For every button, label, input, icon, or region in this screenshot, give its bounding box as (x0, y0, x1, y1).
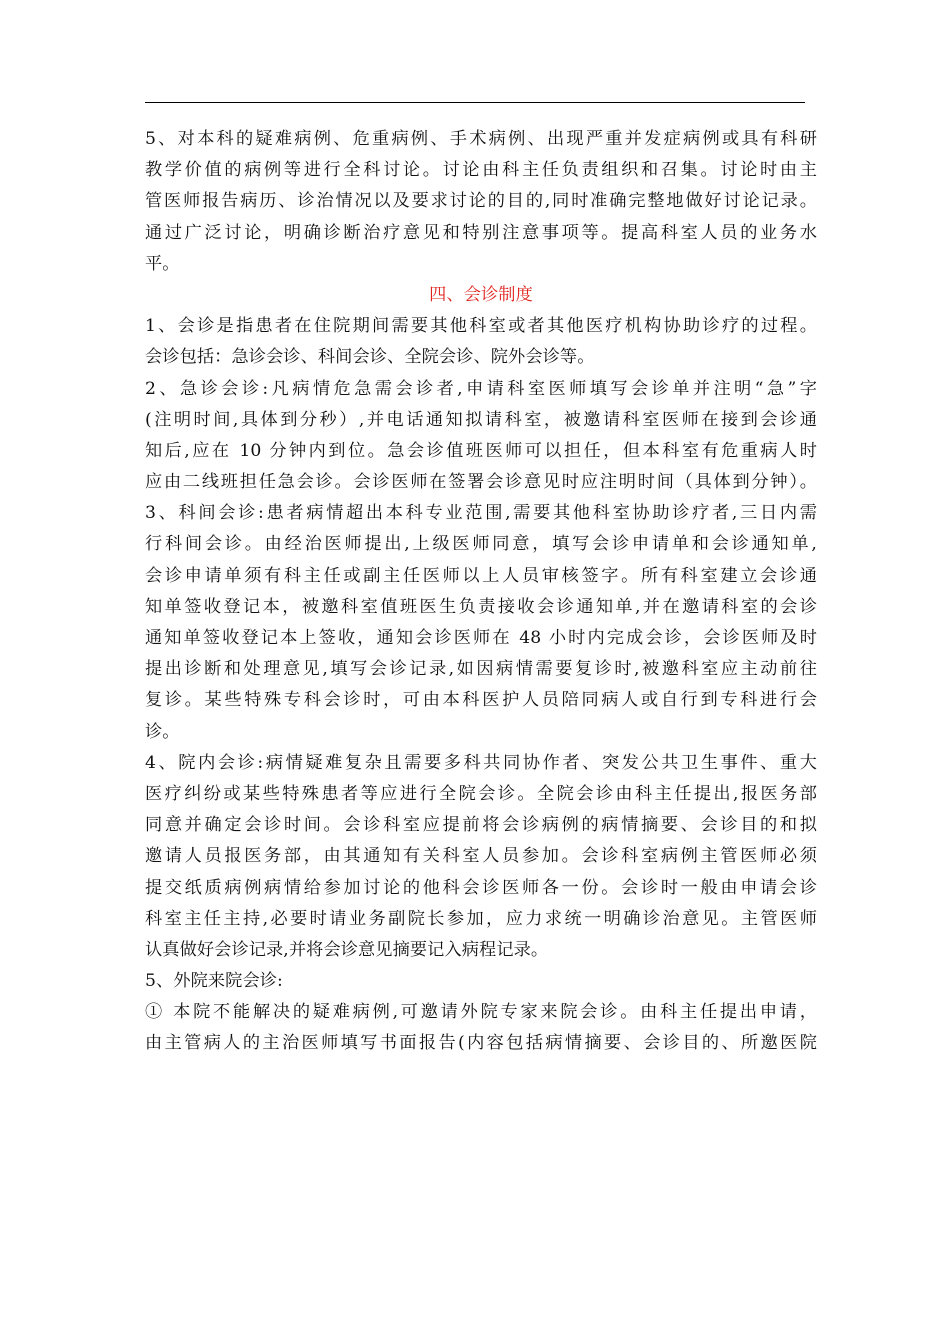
text-line: 知单签收登记本，被邀科室值班医生负责接收会诊通知单,并在邀请科室的会诊 (145, 596, 817, 617)
text-line: 知后,应在 10 分钟内到位。急会诊值班医师可以担任，但本科室有危重病人时 (145, 440, 817, 461)
text-line: 诊。 (145, 721, 180, 742)
section-heading: 四、会诊制度 (429, 284, 533, 305)
text-line: 应由二线班担任急会诊。会诊医师在签署会诊意见时应注明时间（具体到分钟）。 (145, 472, 817, 493)
text-line: 医疗纠纷或某些特殊患者等应进行全院会诊。全院会诊由科主任提出,报医务部 (145, 783, 817, 804)
text-line: 通知单签收登记本上签收，通知会诊医师在 48 小时内完成会诊，会诊医师及时 (145, 628, 817, 648)
text-line: 通过广泛讨论，明确诊断治疗意见和特别注意事项等。提高科室人员的业务水 (145, 222, 817, 243)
text-line: 3、科间会诊:患者病情超出本科专业范围,需要其他科室协助诊疗者,三日内需 (145, 503, 817, 524)
text-line: 行科间会诊。由经治医师提出,上级医师同意，填写会诊申请单和会诊通知单, (145, 534, 817, 555)
text-line: 科室主任主持,必要时请业务副院长参加，应力求统一明确诊治意见。主管医师 (145, 908, 817, 929)
document-body (145, 124, 817, 1060)
text-line: 4、院内会诊:病情疑难复杂且需要多科共同协作者、突发公共卫生事件、重大 (145, 752, 817, 773)
text-line: 1、会诊是指患者在住院期间需要其他科室或者其他医疗机构协助诊疗的过程。 (145, 316, 817, 337)
text-line: 管医师报告病历、诊治情况以及要求讨论的目的,同时准确完整地做好讨论记录。 (145, 191, 817, 212)
text-line: 复诊。某些特殊专科会诊时，可由本科医护人员陪同病人或自行到专科进行会 (145, 690, 817, 711)
text-line: 2、急诊会诊:凡病情危急需会诊者,申请科室医师填写会诊单并注明“急”字 (145, 378, 817, 399)
text-line: 教学价值的病例等进行全科讨论。讨论由科主任负责组织和召集。讨论时由主 (145, 160, 817, 181)
text-line: 认真做好会诊记录,并将会诊意见摘要记入病程记录。 (145, 939, 549, 960)
text-line: 会诊申请单须有科主任或副主任医师以上人员审核签字。所有科室建立会诊通 (145, 565, 817, 586)
header-rule (145, 102, 805, 103)
text-line: (注明时间,具体到分秒）,并电话通知拟请科室，被邀请科室医师在接到会诊通 (145, 409, 817, 430)
text-line: 5、对本科的疑难病例、危重病例、手术病例、出现严重并发症病例或具有科研 (145, 129, 817, 149)
text-line: 提交纸质病例病情给参加讨论的他科会诊医师各一份。会诊时一般由申请会诊 (145, 877, 817, 898)
text-line: 提出诊断和处理意见,填写会诊记录,如因病情需要复诊时,被邀科室应主动前往 (145, 659, 817, 680)
text-line: 邀请人员报医务部，由其通知有关科室人员参加。会诊科室病例主管医师必须 (145, 846, 817, 867)
text-line: ① 本院不能解决的疑难病例,可邀请外院专家来院会诊。由科主任提出申请， (145, 1002, 817, 1023)
text-line: 平。 (145, 253, 180, 274)
text-line: 5、外院来院会诊: (145, 971, 283, 992)
text-line: 同意并确定会诊时间。会诊科室应提前将会诊病例的病情摘要、会诊目的和拟 (145, 815, 817, 836)
text-line: 会诊包括：急诊会诊、科间会诊、全院会诊、院外会诊等。 (145, 347, 595, 368)
text-line: 由主管病人的主治医师填写书面报告(内容包括病情摘要、会诊目的、所邀医院 (145, 1033, 817, 1054)
